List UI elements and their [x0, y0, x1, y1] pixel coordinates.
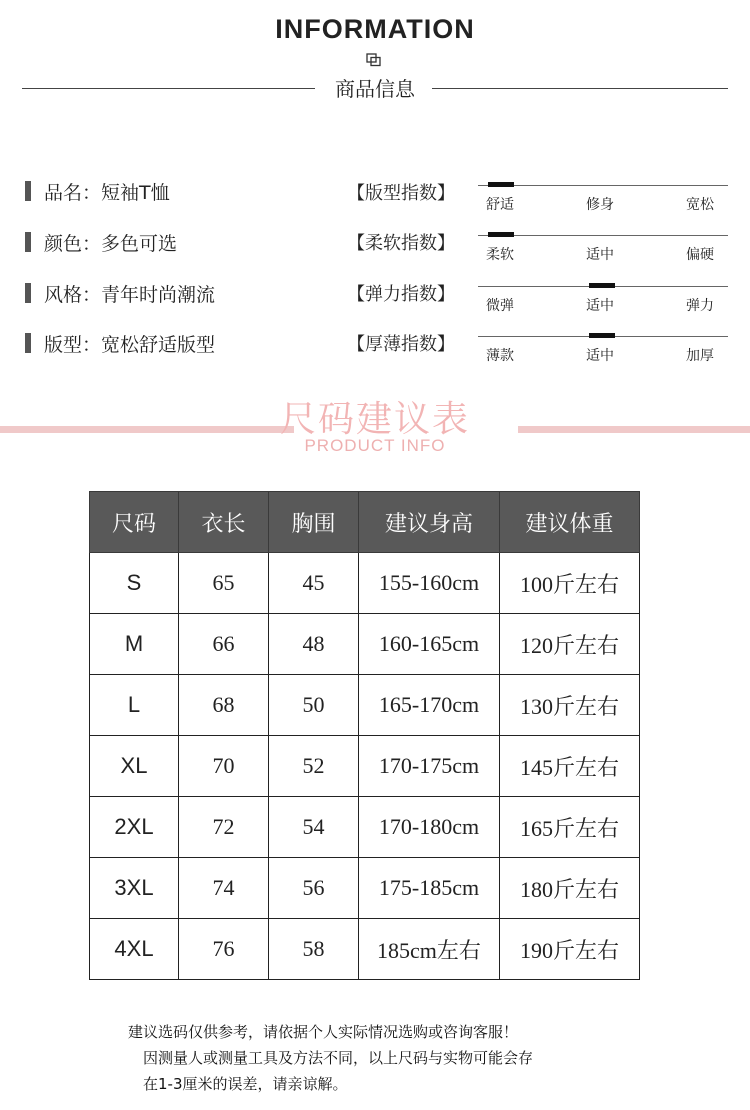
- table-row: [90, 858, 640, 919]
- weight-cell: 120斤左右: [500, 614, 640, 675]
- header-chest: 胸围: [269, 492, 359, 553]
- length-cell: 70: [179, 736, 269, 797]
- table-row: [90, 553, 640, 614]
- attribute-text: 颜色：多色可选: [44, 233, 178, 255]
- length-cell: 76: [179, 919, 269, 980]
- scale-right-label: 加厚: [686, 348, 714, 364]
- height-cell: 160-165cm: [359, 614, 500, 675]
- length-cell: 68: [179, 675, 269, 736]
- index-scale: [478, 185, 728, 215]
- height-cell: 175-185cm: [359, 858, 500, 919]
- scale-marker: [589, 283, 615, 288]
- length-cell: 66: [179, 614, 269, 675]
- scale-right-label: 偏硬: [686, 247, 714, 263]
- weight-cell: 190斤左右: [500, 919, 640, 980]
- weight-cell: 100斤左右: [500, 553, 640, 614]
- chest-cell: 52: [269, 736, 359, 797]
- header-weight: 建议体重: [500, 492, 640, 553]
- table-row: [90, 614, 640, 675]
- note-line: 在1-3厘米的误差，请亲谅解。: [143, 1075, 348, 1093]
- weight-cell: 180斤左右: [500, 858, 640, 919]
- size-cell: 4XL: [90, 919, 179, 980]
- index-scale: [478, 336, 728, 366]
- scale-marker: [488, 182, 514, 187]
- size-cell: M: [90, 614, 179, 675]
- attribute-text: 风格：青年时尚潮流: [44, 284, 216, 306]
- scale-right-label: 宽松: [686, 197, 714, 213]
- scale-left-label: 微弹: [486, 298, 514, 314]
- note-line: 因测量人或测量工具及方法不同，以上尺码与实物可能会存: [143, 1049, 534, 1067]
- scale-middle-label: 修身: [586, 197, 614, 213]
- size-cell: XL: [90, 736, 179, 797]
- table-header-row: [90, 492, 640, 553]
- length-cell: 65: [179, 553, 269, 614]
- scale-middle-label: 适中: [586, 247, 614, 263]
- index-scale: [478, 286, 728, 316]
- length-cell: 74: [179, 858, 269, 919]
- size-chart-title: 尺码建议表: [279, 399, 470, 440]
- height-cell: 165-170cm: [359, 675, 500, 736]
- header-length: 衣长: [179, 492, 269, 553]
- attribute-text: 版型：宽松舒适版型: [44, 334, 216, 356]
- weight-cell: 145斤左右: [500, 736, 640, 797]
- chest-cell: 48: [269, 614, 359, 675]
- chest-cell: 45: [269, 553, 359, 614]
- scale-left-label: 舒适: [486, 197, 514, 213]
- note-line: 建议选码仅供参考，请依据个人实际情况选购或咨询客服！: [128, 1023, 519, 1041]
- scale-left-label: 柔软: [486, 247, 514, 263]
- scale-marker: [589, 333, 615, 338]
- scale-line: [478, 185, 728, 186]
- table-row: [90, 736, 640, 797]
- height-cell: 185cm左右: [359, 919, 500, 980]
- information-subtitle: 商品信息: [335, 77, 415, 101]
- weight-cell: 130斤左右: [500, 675, 640, 736]
- header-size: 尺码: [90, 492, 179, 553]
- index-label: 【厚薄指数】: [347, 334, 455, 355]
- scale-right-label: 弹力: [686, 298, 714, 314]
- scale-middle-label: 适中: [586, 298, 614, 314]
- weight-cell: 165斤左右: [500, 797, 640, 858]
- size-table: [89, 491, 640, 980]
- scale-line: [478, 235, 728, 236]
- information-title: INFORMATION: [275, 14, 475, 44]
- attribute-marker: [25, 333, 31, 353]
- chest-cell: 50: [269, 675, 359, 736]
- table-row: [90, 797, 640, 858]
- height-cell: 155-160cm: [359, 553, 500, 614]
- overlapping-squares-icon: [366, 53, 382, 67]
- attribute-marker: [25, 181, 31, 201]
- chest-cell: 56: [269, 858, 359, 919]
- size-chart-subtitle: PRODUCT INFO: [304, 436, 446, 455]
- attribute-marker: [25, 232, 31, 252]
- height-cell: 170-180cm: [359, 797, 500, 858]
- size-cell: 2XL: [90, 797, 179, 858]
- size-cell: 3XL: [90, 858, 179, 919]
- scale-left-label: 薄款: [486, 348, 514, 364]
- attribute-text: 品名：短袖T恤: [44, 182, 170, 204]
- index-label: 【弹力指数】: [347, 284, 455, 305]
- scale-middle-label: 适中: [586, 348, 614, 364]
- size-cell: L: [90, 675, 179, 736]
- index-label: 【柔软指数】: [347, 233, 455, 254]
- size-cell: S: [90, 553, 179, 614]
- index-scale: [478, 235, 728, 265]
- index-label: 【版型指数】: [347, 183, 455, 204]
- chest-cell: 58: [269, 919, 359, 980]
- table-row: [90, 919, 640, 980]
- header-height: 建议身高: [359, 492, 500, 553]
- table-row: [90, 675, 640, 736]
- attribute-marker: [25, 283, 31, 303]
- scale-marker: [488, 232, 514, 237]
- length-cell: 72: [179, 797, 269, 858]
- height-cell: 170-175cm: [359, 736, 500, 797]
- chest-cell: 54: [269, 797, 359, 858]
